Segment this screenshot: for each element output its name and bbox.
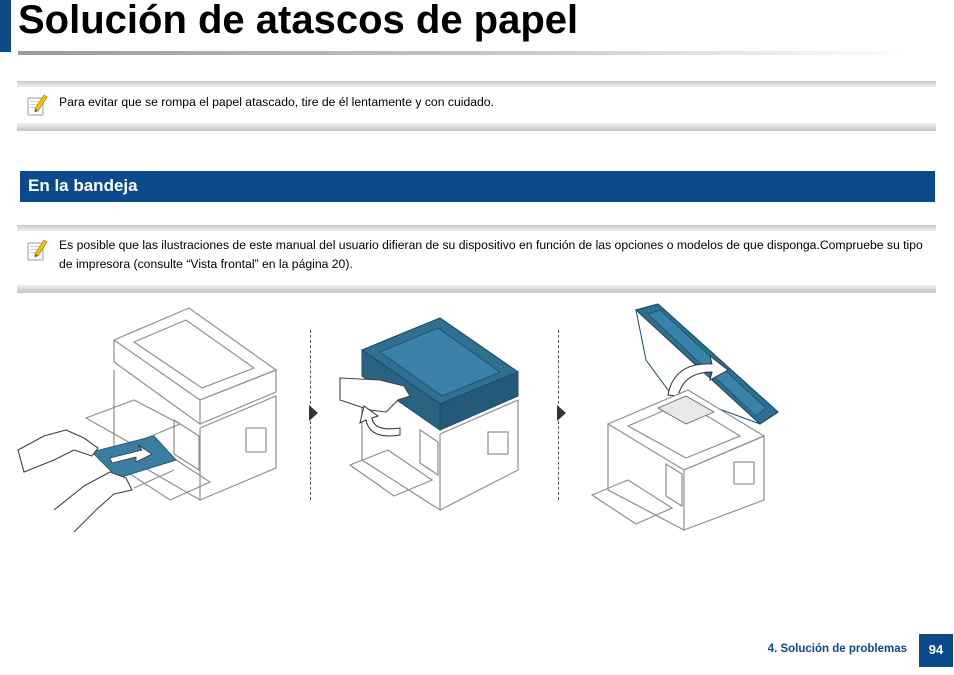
section-heading: En la bandeja [28, 176, 138, 195]
illustration-pull-paper [14, 300, 294, 540]
note-top-edge [17, 225, 936, 231]
note-box-paper-tear [17, 81, 936, 131]
footer-chapter: 4. Solución de problemas [767, 643, 907, 655]
pencil-note-icon [25, 237, 49, 263]
note-box-illustrations [17, 225, 936, 293]
section-header [20, 171, 935, 202]
illustration-scanner-opened [588, 300, 788, 540]
page-title: Solución de atascos de papel [18, 0, 579, 42]
next-step-arrow-icon [557, 405, 566, 421]
illustration-open-scanner [330, 300, 530, 540]
note-bottom-edge [17, 123, 936, 131]
title-accent-bar [0, 0, 11, 52]
page-number: 94 [919, 634, 953, 667]
pencil-note-icon [25, 92, 49, 118]
note-top-edge [17, 81, 936, 87]
title-divider [18, 51, 918, 55]
next-step-arrow-icon [309, 405, 318, 421]
note-bottom-edge [17, 285, 936, 293]
note-text: Es posible que las ilustraciones de este manual del usuario difieran de su dispositivo en función de las opciones o modelos de que disponga.Compruebe su tipo de impresora (consulte “Vista frontal” en la página 20). [59, 238, 923, 271]
note-text: Para evitar que se rompa el papel atascado, tire de él lentamente y con cuidado. [59, 95, 494, 109]
